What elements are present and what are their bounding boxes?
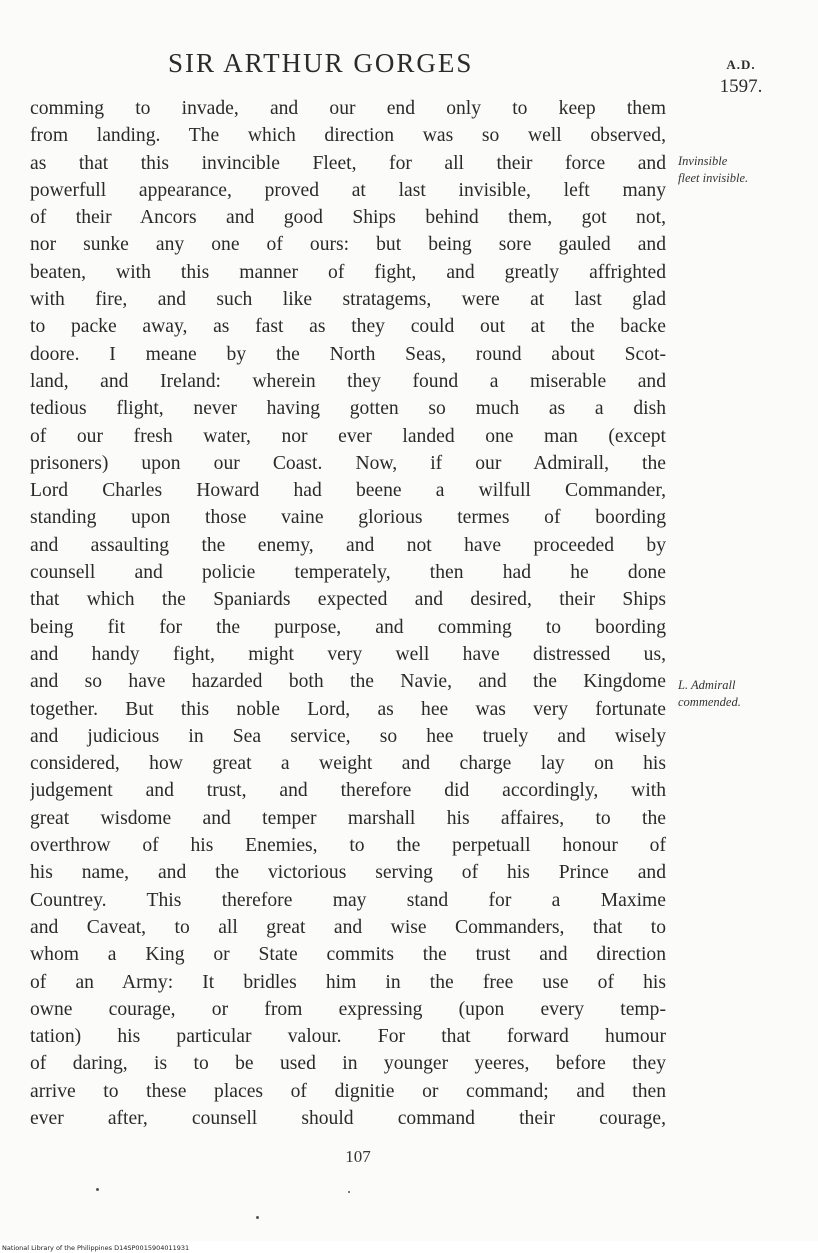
text-line: whom a King or State commits the trust and direction	[30, 944, 666, 966]
text-line: and assaulting the enemy, and not have proceeded by	[30, 534, 666, 556]
footer-strip	[0, 1241, 818, 1253]
running-head	[0, 48, 818, 97]
text-line: overthrow of his Enemies, to the perpetuall honour of	[30, 835, 666, 857]
marginal-note-line: commended.	[678, 695, 741, 709]
text-line: from landing. The which direction was so well observed,	[30, 125, 666, 147]
text-line: together. But this noble Lord, as hee was very fortunate	[30, 698, 666, 720]
text-line: of their Ancors and good Ships behind them, got not,	[30, 207, 666, 229]
text-line: Countrey. This therefore may stand for a Maxime	[30, 889, 666, 911]
text-line: ever after, counsell should command their courage,	[30, 1107, 666, 1129]
text-line: as that this invincible Fleet, for all their force and	[30, 152, 666, 174]
page-title: SIR ARTHUR GORGES	[168, 48, 474, 78]
marginal-note-admiral-commended	[678, 677, 808, 711]
body-text	[30, 95, 666, 1132]
text-line: his name, and the victorious serving of his Prince and	[30, 862, 666, 884]
text-line: owne courage, or from expressing (upon every temp-	[30, 998, 666, 1020]
page-number-container	[0, 1147, 818, 1167]
text-line: being fit for the purpose, and comming to boording	[30, 616, 666, 638]
text-line: powerfull appearance, proved at last invisible, left many	[30, 179, 666, 201]
text-line: tedious flight, never having gotten so much as a dish	[30, 398, 666, 420]
scan-speck	[348, 1191, 350, 1193]
marginal-note-line: L. Admirall	[678, 678, 736, 692]
text-line: counsell and policie temperately, then had he done	[30, 562, 666, 584]
text-line: with fire, and such like stratagems, were at last glad	[30, 289, 666, 311]
text-line: and handy fight, might very well have distressed us,	[30, 643, 666, 665]
scan-speck	[256, 1216, 259, 1219]
text-line: land, and Ireland: wherein they found a miserable and	[30, 370, 666, 392]
marginal-note-line: Invinsible	[678, 154, 728, 168]
text-line: and so have hazarded both the Navie, and the Kingdome	[30, 671, 666, 693]
text-line: of our fresh water, nor ever landed one man (except	[30, 425, 666, 447]
text-line: of daring, is to be used in younger yeeres, before they	[30, 1053, 666, 1075]
marginal-note-line: fleet invisible.	[678, 171, 749, 185]
text-line: nor sunke any one of ours: but being sore gauled and	[30, 234, 666, 256]
text-line: arrive to these places of dignitie or command; and then	[30, 1080, 666, 1102]
date-block	[710, 54, 772, 98]
text-line: to packe away, as fast as they could out at the backe	[30, 316, 666, 338]
text-line: great wisdome and temper marshall his affaires, to the	[30, 807, 666, 829]
text-line: doore. I meane by the North Seas, round about Scot-	[30, 343, 666, 365]
text-line: prisoners) upon our Coast. Now, if our Admirall, the	[30, 452, 666, 474]
text-line: and Caveat, to all great and wise Commanders, that to	[30, 916, 666, 938]
text-line: comming to invade, and our end only to keep them	[30, 98, 666, 119]
text-line: beaten, with this manner of fight, and greatly affrighted	[30, 261, 666, 283]
scan-speck	[96, 1188, 99, 1191]
date-year: 1597.	[719, 76, 763, 97]
text-line: tation) his particular valour. For that forward humour	[30, 1026, 666, 1048]
date-era: A.D.	[726, 57, 756, 72]
text-line: standing upon those vaine glorious termes of boording	[30, 507, 666, 529]
page-number: 107	[345, 1147, 371, 1166]
text-line: considered, how great a weight and charge lay on his	[30, 753, 666, 775]
footer-credit: National Library of the Philippines D14SP0015904011931	[2, 1244, 190, 1252]
text-line: of an Army: It bridles him in the free use of his	[30, 971, 666, 993]
text-line: and judicious in Sea service, so hee truely and wisely	[30, 725, 666, 747]
text-line: Lord Charles Howard had beene a wilfull Commander,	[30, 480, 666, 502]
text-line: judgement and trust, and therefore did accordingly, with	[30, 780, 666, 802]
text-line: that which the Spaniards expected and desired, their Ships	[30, 589, 666, 611]
marginal-note-invincible-fleet	[678, 153, 808, 187]
